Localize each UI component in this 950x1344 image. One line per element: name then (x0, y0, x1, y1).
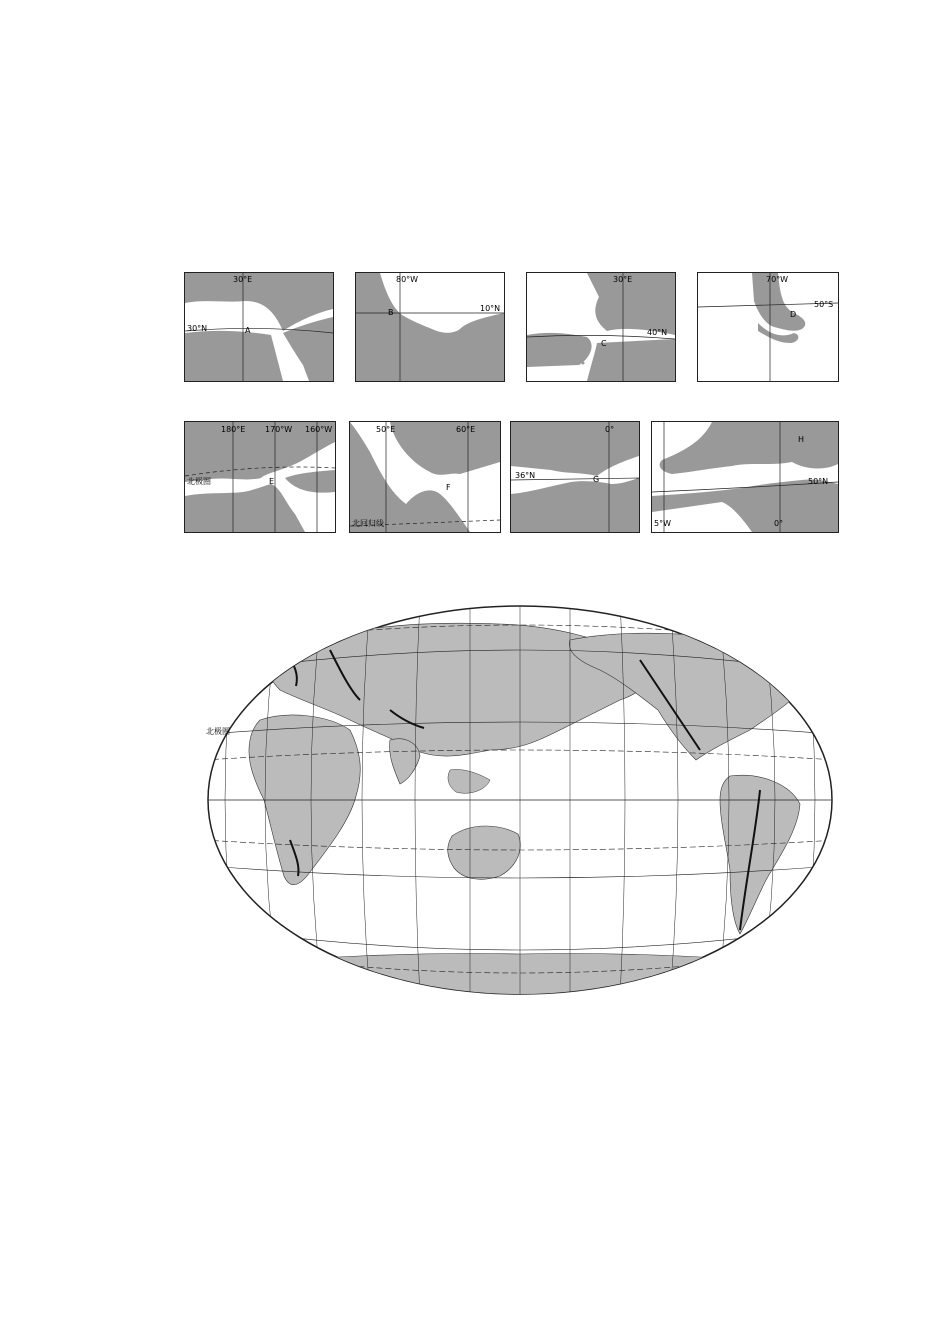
map-h-lon1: 5°W (654, 519, 671, 528)
map-f-tropic: 北回归线 (352, 519, 384, 528)
map-h-lat: 50°N (808, 477, 829, 486)
map-h-lon2: 0° (774, 519, 784, 528)
map-c (526, 272, 676, 382)
map-b-letter: B (388, 308, 394, 317)
map-f-lon2: 60°E (456, 425, 476, 434)
map-f (349, 421, 501, 533)
map-e (184, 421, 336, 533)
map-b-lat: 10°N (480, 304, 501, 313)
map-d (697, 272, 839, 382)
map-e-svg (185, 422, 335, 532)
map-a-lat: 30°N (187, 324, 208, 333)
map-h-svg (652, 422, 838, 532)
map-c-lon: 30°E (613, 275, 633, 284)
map-b (355, 272, 505, 382)
map-c-lat: 40°N (647, 328, 668, 337)
map-b-svg (356, 273, 504, 381)
wm-lat-arctic: 北极圈 (206, 727, 230, 736)
map-h (651, 421, 839, 533)
map-e-arctic: 北极圈 (187, 477, 211, 486)
map-e-letter: E (269, 477, 275, 486)
map-h-letter: H (798, 435, 805, 444)
map-g-letter: G (593, 475, 600, 484)
map-c-svg (527, 273, 675, 381)
map-g (510, 421, 640, 533)
map-e-lon2: 170°W (265, 425, 293, 434)
map-c-letter: C (601, 339, 607, 348)
map-f-lon1: 50°E (376, 425, 396, 434)
map-g-svg (511, 422, 639, 532)
map-d-lon: 70°W (766, 275, 789, 284)
map-f-svg (350, 422, 500, 532)
map-a-letter: A (245, 326, 251, 335)
map-g-lon: 0° (605, 425, 615, 434)
map-d-lat: 50°S (814, 300, 834, 309)
map-a-lon: 30°E (233, 275, 253, 284)
world-terrain-map (200, 600, 840, 998)
map-d-letter: D (790, 310, 797, 319)
map-d-svg (698, 273, 838, 381)
world-map-svg (200, 600, 840, 998)
map-b-lon: 80°W (396, 275, 419, 284)
map-a (184, 272, 334, 382)
map-g-lat: 36°N (515, 471, 536, 480)
map-e-lon3: 160°W (305, 425, 333, 434)
map-e-lon1: 180°E (221, 425, 246, 434)
map-a-svg (185, 273, 333, 381)
map-f-letter: F (446, 483, 451, 492)
